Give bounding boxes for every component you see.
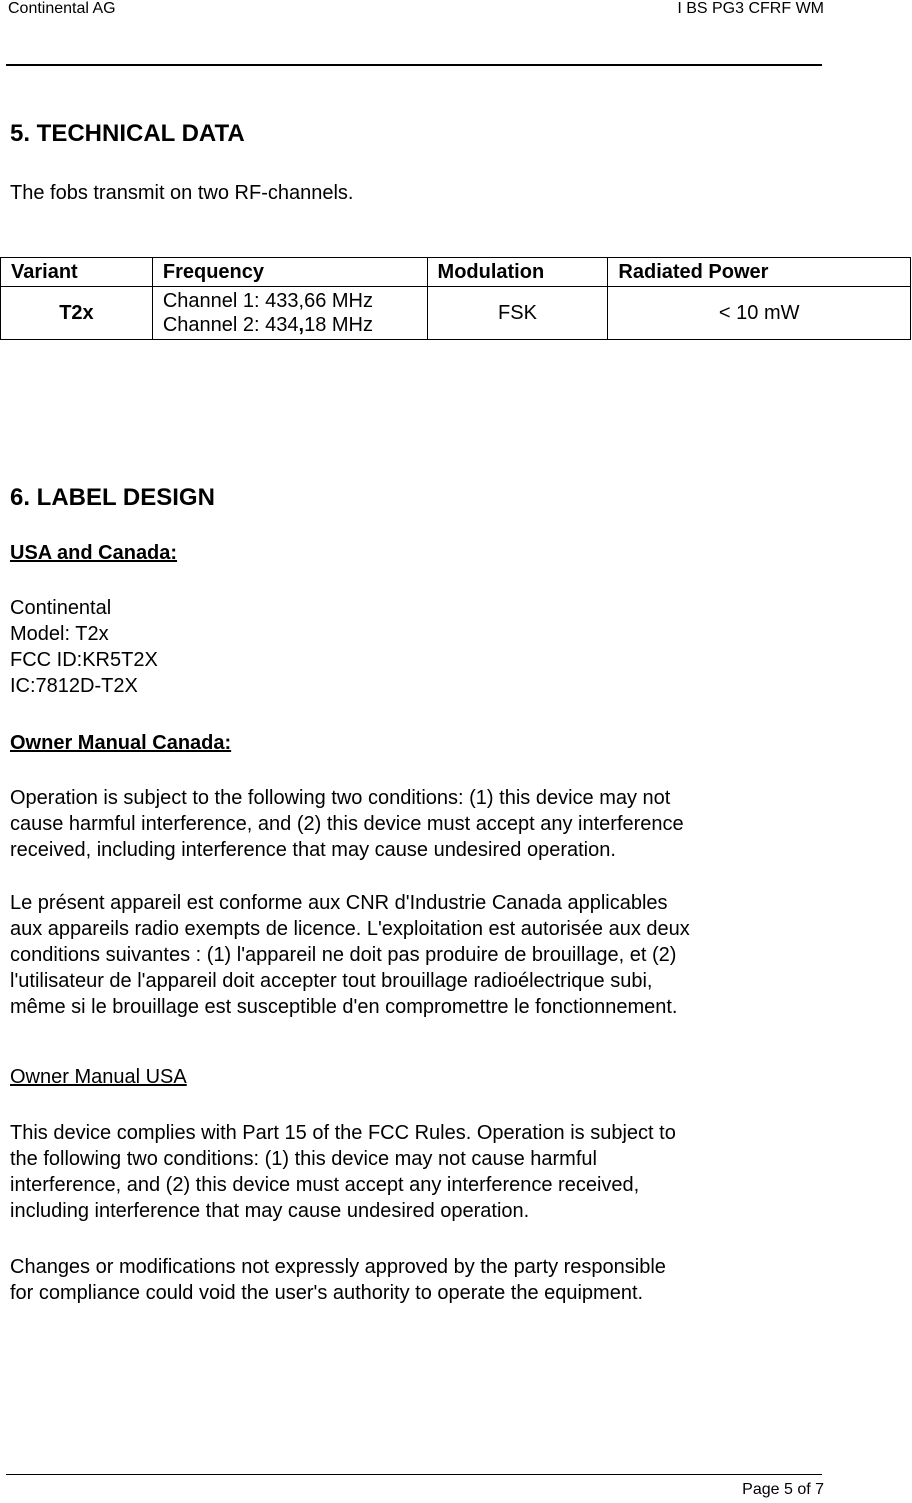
paragraph-line: même si le brouillage est susceptible d'en compromettre le fonctionnement. xyxy=(10,996,678,1018)
canada-french-paragraph xyxy=(10,890,810,1020)
frequency-channel-2-decimal: 18 MHz xyxy=(304,314,373,336)
paragraph-line: l'utilisateur de l'appareil doit accepter tout brouillage radioélectrique subi, xyxy=(10,970,653,992)
header-radiated-power: Radiated Power xyxy=(608,258,911,287)
header-department: I BS PG3 CFRF WM xyxy=(677,0,824,17)
frequency-channel-2-comma: , xyxy=(298,314,305,336)
section5-heading: 5. TECHNICAL DATA xyxy=(10,120,245,147)
header-modulation: Modulation xyxy=(427,258,608,287)
paragraph-line: for compliance could void the user's authority to operate the equipment. xyxy=(10,1282,644,1304)
header-rule xyxy=(6,64,822,66)
cell-radiated-power: < 10 mW xyxy=(608,287,911,340)
paragraph-line: conditions suivantes : (1) l'appareil ne doit pas produire de brouillage, et (2) xyxy=(10,944,677,966)
frequency-channel-1: Channel 1: 433,66 MHz xyxy=(162,290,373,312)
technical-data-table xyxy=(0,257,911,340)
label-line: FCC ID:KR5T2X xyxy=(10,649,158,671)
section5-intro: The fobs transmit on two RF-channels. xyxy=(10,182,354,204)
label-line: Model: T2x xyxy=(10,623,109,645)
header-frequency: Frequency xyxy=(152,258,427,287)
owner-manual-canada-heading: Owner Manual Canada: xyxy=(10,732,232,754)
usa-canada-heading: USA and Canada: xyxy=(10,542,178,564)
footer-rule xyxy=(6,1474,822,1475)
paragraph-line: aux appareils radio exempts de licence. L'exploitation est autorisée aux deux xyxy=(10,918,690,940)
changes-paragraph xyxy=(10,1254,810,1306)
header-variant: Variant xyxy=(1,258,153,287)
cell-variant: T2x xyxy=(1,287,153,340)
paragraph-line: cause harmful interference, and (2) this device must accept any interference xyxy=(10,813,684,835)
canada-english-paragraph xyxy=(10,785,810,863)
header-company: Continental AG xyxy=(8,0,116,17)
paragraph-line: Changes or modifications not expressly approved by the party responsible xyxy=(10,1256,666,1278)
cell-frequency xyxy=(152,287,427,340)
paragraph-line: the following two conditions: (1) this device may not cause harmful xyxy=(10,1148,597,1170)
paragraph-line: This device complies with Part 15 of the FCC Rules. Operation is subject to xyxy=(10,1122,676,1144)
paragraph-line: interference, and (2) this device must accept any interference received, xyxy=(10,1174,640,1196)
table-row xyxy=(1,287,911,340)
section6-heading: 6. LABEL DESIGN xyxy=(10,484,215,511)
page-number: Page 5 of 7 xyxy=(742,1481,824,1498)
label-line: Continental xyxy=(10,597,112,619)
table-header-row xyxy=(1,258,911,287)
label-line: IC:7812D-T2X xyxy=(10,675,138,697)
paragraph-line: Le présent appareil est conforme aux CNR d'Industrie Canada applicables xyxy=(10,892,668,914)
usa-paragraph xyxy=(10,1120,810,1224)
paragraph-line: including interference that may cause undesired operation. xyxy=(10,1200,530,1222)
frequency-channel-2-integer: Channel 2: 434 xyxy=(162,314,299,336)
label-block xyxy=(10,595,810,699)
frequency-channel-2 xyxy=(163,313,417,337)
paragraph-line: Operation is subject to the following two conditions: (1) this device may not xyxy=(10,787,671,809)
owner-manual-usa-heading: Owner Manual USA xyxy=(10,1066,187,1088)
cell-modulation: FSK xyxy=(427,287,608,340)
paragraph-line: received, including interference that may cause undesired operation. xyxy=(10,839,616,861)
